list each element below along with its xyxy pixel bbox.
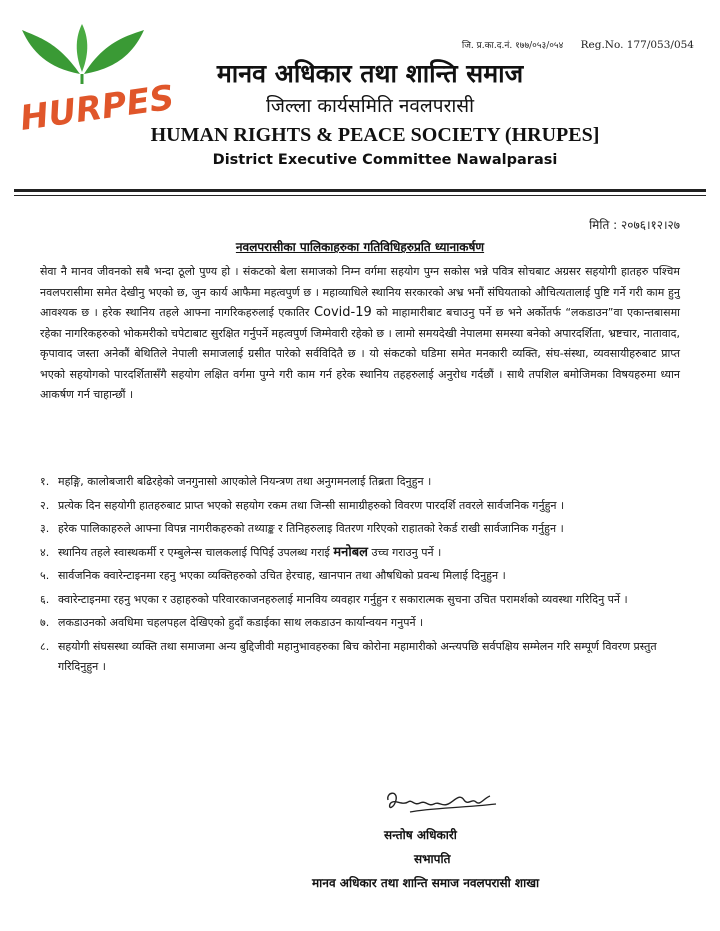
organization-title-nepali: मानव अधिकार तथा शान्ति समाज <box>216 59 524 88</box>
district-committee-english: District Executive Committee Nawalparasi <box>212 152 558 168</box>
item-number: ४. <box>40 545 50 559</box>
signatory-organization: मानव अधिकार तथा शान्ति समाज नवलपरासी शाखा <box>312 876 540 890</box>
organization-title-english: HUMAN RIGHTS & PEACE SOCIETY (HRUPES] <box>150 124 600 146</box>
item-number: ३. <box>40 522 50 535</box>
subject-text: नवलपरासीका पालिकाहरुका गतिविधिहरुप्रति ध्यानाकर्षण <box>235 240 485 254</box>
list-item <box>40 496 680 517</box>
para-part-b: को माहामारीबाट बचाउनु पर्ने छ भने अर्कोतर्फ “लकडाउन”वा एकान्तबासमा रहेका नागरिकहरुको भोकमरीको चपेटाबाट सुरक्षित गर्नुपर्ने महत्वपुर्ण जिम्मेवारी रहेको छ । लामो समयदेखी नेपालमा समस्या बनेको अपारदर्शिता, भ्रष्टचार, नातावाद, कृपावाद जस्ता अनेकौं बेथितिले नेपाली समाजलाई ग्रसीत पारेको सर्वविदितै छ । यो संकटको घडिमा समेत मनकारी व्यक्ति, संघ-संस्था, व्यवसायीहरुबाट प्राप्त भएको सहयोगको पारदर्शितासँगै सहयोग लक्षित वर्गमा पुग्ने गरी काम गर्न हरेक स्थानिय तहहरुलाई अनुरोध गर्दछौं । साथै तपशिल बमोजिमका विषयहरुमा ध्यान आकर्षण गर्न चाहान्छौं । <box>40 306 680 401</box>
letter-date: मिति : २०७६।१२।२७ <box>589 218 680 232</box>
item-text: क्वारेन्टाइनमा रहनु भएका र उहाहरुको परिवारकाजनहरुलाई मानविय व्यवहार गर्नुहुन र सकारात्मक सुचना उचित परामर्शको व्यवस्था गरिदिनु पर्ने । <box>58 592 628 606</box>
item-number: १. <box>40 475 50 488</box>
registration-number <box>462 38 694 51</box>
item-number: ८. <box>40 639 50 653</box>
header-rule-thick <box>14 189 706 192</box>
item-number: ५. <box>40 569 50 582</box>
hrupes-logo <box>17 22 177 142</box>
covid-term: Covid-19 <box>313 305 372 320</box>
signatory-position: सभापति <box>414 852 451 866</box>
item-emphasis: मनोबल <box>333 544 368 560</box>
item-text: सहयोगी संघसस्था व्यक्ति तथा समाजमा अन्य बुद्दिजीवी महानुभावहरुका बिच कोरोना महामारीको अन्त्यपछि सर्वपक्षिय सम्मेलन गरि सम्पूर्ण विवरण प्रस्तुत गरिदिनुहुन । <box>58 639 657 673</box>
demands-list <box>40 472 680 681</box>
signatory-name: सन्तोष अधिकारी <box>384 828 457 842</box>
handwritten-signature <box>380 786 500 826</box>
item-number: ७. <box>40 616 50 629</box>
list-item <box>40 637 680 678</box>
item-text: प्रत्येक दिन सहयोगी हातहरुबाट प्राप्त भएको सहयोग रकम तथा जिन्सी सामाग्रीहरुको विवरण पारदर्शि तवरले सार्वजनिक गर्नुहुन । <box>58 498 565 512</box>
letter-subject <box>100 238 620 255</box>
registration-english: Reg.No. 177/053/054 <box>580 39 694 51</box>
logo-text: HURPES <box>17 77 177 139</box>
item-number: २. <box>40 498 50 512</box>
item-text: हरेक पालिकाहरुले आफ्ना विपन्न नागरीकहरुको तथ्याङ्क र तिनिहरुलाइ वितरण गरिएको राहातको रेकर्ड राखी सार्वजानिक गर्नुहुन । <box>58 522 564 535</box>
intro-paragraph <box>40 262 680 406</box>
item-text: लकडाउनको अवधिमा चहलपहल देखिएको हुदाँ कडाईका साथ लकडाउन कार्यान्वयन गनुपर्ने । <box>58 616 424 629</box>
registration-nepali: जि. प्र.का.द.नं. १७७/०५३/०५४ <box>461 41 564 51</box>
item-text: महङ्गि, कालोबजारी बढिरहेको जनगुनासो आएकोले नियन्त्रण तथा अनुगमनलाई तिब्रता दिनुहुन । <box>58 475 432 488</box>
list-item <box>40 566 680 587</box>
list-item <box>40 472 680 493</box>
district-committee-nepali: जिल्ला कार्यसमिति नवलपरासी <box>265 95 475 117</box>
header-rule-thin <box>14 195 706 196</box>
para-part-a: सेवा नै मानव जीवनको सबै भन्दा ठूलो पुण्य हो । संकटको बेला समाजको निम्न वर्गमा सहयोग पुग्न सकोस भन्ने पवित्र सोचबाट अग्रसर सहयोगी हातहरु पश्चिम नवलपरासीमा समेत देखीनु भएको छ, जुन कार्य आफैमा महत्वपुर्ण छ । महाव्याधिले स्थानिय सरकारको अभ्र भनौं संघियताको औचित्यतालाई पुष्टि गर्ने गरी काम हुनु आवश्यक छ । हरेक स्थानिय तहले आफ्ना नागरिकहरुलाई एकातिर <box>40 265 680 319</box>
list-item <box>40 519 680 540</box>
item-number: ६. <box>40 592 50 606</box>
item-text: सार्वजनिक क्वारेन्टाइनमा रहनु भएका व्यक्तिहरुको उचित हेरचाह, खानपान तथा औषधिको प्रवन्ध मिलाई दिनुहुन । <box>58 569 506 582</box>
list-item <box>40 543 680 564</box>
list-item <box>40 590 680 611</box>
item-text-a: स्थानिय तहले स्वास्थकर्मी र एम्बुलेन्स चालकलाई पिपिई उपलब्ध गराई <box>58 545 330 559</box>
list-item <box>40 613 680 634</box>
item-text-b: उच्च गराउनु पर्ने । <box>371 545 442 559</box>
